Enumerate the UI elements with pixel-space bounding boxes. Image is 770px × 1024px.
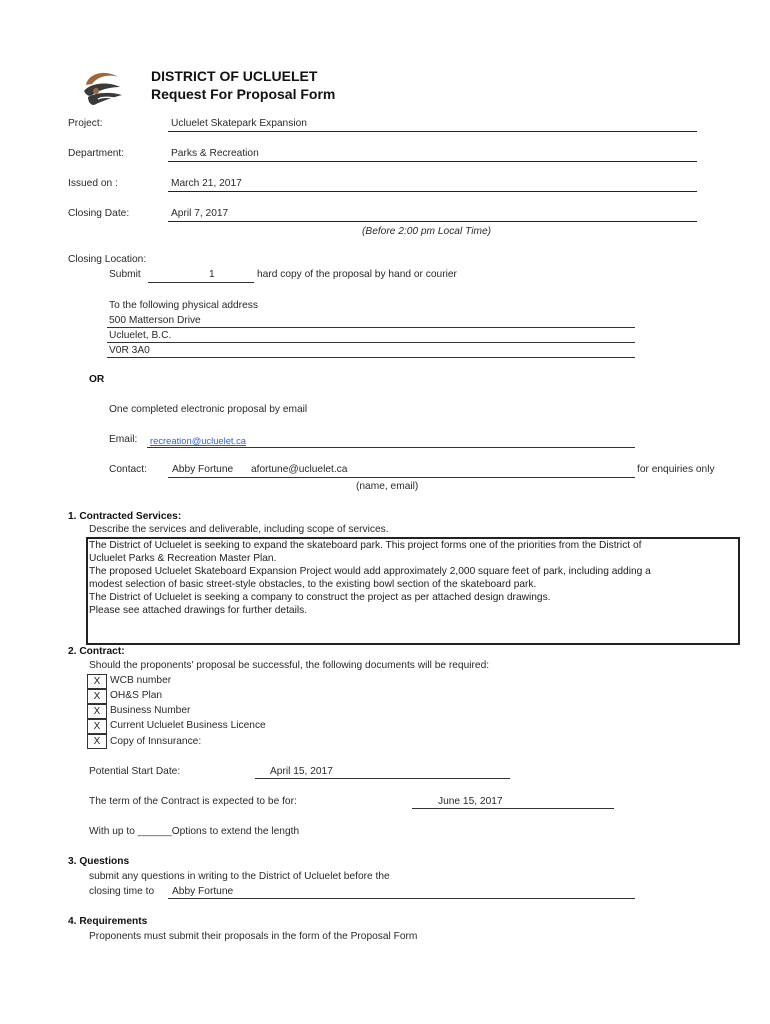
section-4-heading: 4. Requirements (68, 916, 148, 927)
issued-value[interactable]: March 21, 2017 (171, 178, 242, 189)
section-3-line-1: submit any questions in writing to the District of Ucluelet before the (89, 871, 390, 882)
section-2-heading: 2. Contract: (68, 646, 125, 657)
services-line: The District of Ucluelet is seeking to expand the skateboard park. This project forms one of the priorities from the District of (89, 540, 642, 551)
closing-time-note: (Before 2:00 pm Local Time) (362, 226, 492, 237)
address-underline-2 (107, 342, 635, 343)
contact-name[interactable]: Abby Fortune (172, 464, 234, 475)
section-3-heading: 3. Questions (68, 856, 130, 867)
term-underline (412, 808, 614, 809)
services-line: modest selection of basic street-style obstacles, to the existing bowl section of the skateboard park. (89, 579, 537, 590)
copies-value[interactable]: 1 (209, 269, 215, 280)
electronic-note: One completed electronic proposal by email (109, 404, 308, 415)
project-label: Project: (68, 118, 103, 129)
closing-date-label: Closing Date: (68, 208, 130, 219)
department-value[interactable]: Parks & Recreation (171, 148, 259, 159)
section-1-heading: 1. Contracted Services: (68, 511, 182, 522)
closing-location-label: Closing Location: (68, 254, 147, 265)
checkbox-label-business-licence: Current Ucluelet Business Licence (110, 720, 266, 731)
submit-suffix: hard copy of the proposal by hand or courier (257, 269, 457, 280)
checkbox-business-number[interactable]: X (87, 704, 107, 719)
or-divider: OR (89, 374, 105, 385)
section-4-line-1: Proponents must submit their proposals in the form of the Proposal Form (89, 931, 418, 942)
checkbox-insurance[interactable]: X (87, 734, 107, 749)
questions-contact-value[interactable]: Abby Fortune (172, 886, 234, 897)
contact-underline (168, 477, 635, 478)
closing-date-underline (168, 221, 697, 222)
contact-label: Contact: (109, 464, 147, 475)
services-line: Please see attached drawings for further details. (89, 605, 308, 616)
checkbox-label-business-number: Business Number (110, 705, 191, 716)
email-underline (147, 447, 635, 448)
contact-hint: (name, email) (356, 481, 419, 492)
options-text: With up to ______Options to extend the length (89, 826, 300, 837)
checkbox-business-licence[interactable]: X (87, 719, 107, 734)
contact-email[interactable]: afortune@ucluelet.ca (251, 464, 348, 475)
issued-label: Issued on : (68, 178, 118, 189)
services-line: Ucluelet Parks & Recreation Master Plan. (89, 553, 277, 564)
address-underline-3 (107, 357, 635, 358)
submit-prefix: Submit (109, 269, 141, 280)
department-label: Department: (68, 148, 125, 159)
section-1-intro: Describe the services and deliverable, including scope of services. (89, 524, 389, 535)
org-name: DISTRICT OF UCLUELET (151, 68, 318, 84)
form-title: Request For Proposal Form (151, 86, 336, 102)
project-underline (168, 131, 697, 132)
start-date-value[interactable]: April 15, 2017 (270, 766, 333, 777)
services-line: The proposed Ucluelet Skateboard Expansion Project would add approximately 2,000 square feet of park, including adding a (89, 566, 651, 577)
start-date-label: Potential Start Date: (89, 766, 181, 777)
services-line: The District of Ucluelet is seeking a company to construct the project as per attached design drawings. (89, 592, 551, 603)
section-2-intro: Should the proponents' proposal be successful, the following documents will be required: (89, 660, 490, 671)
department-underline (168, 161, 697, 162)
email-label: Email: (109, 434, 138, 445)
start-date-underline (255, 778, 510, 779)
address-intro: To the following physical address (109, 300, 258, 311)
copies-underline (148, 282, 254, 283)
address-line-1[interactable]: 500 Matterson Drive (109, 315, 201, 326)
email-link[interactable]: recreation@ucluelet.ca (150, 435, 247, 446)
checkbox-label-insurance: Copy of Innsurance: (110, 736, 202, 747)
section-3-line-2-prefix: closing time to (89, 886, 155, 897)
checkbox-label-ohs: OH&S Plan (110, 690, 163, 701)
checkbox-wcb[interactable]: X (87, 674, 107, 689)
address-line-2[interactable]: Ucluelet, B.C. (109, 330, 172, 341)
contact-suffix: for enquiries only (637, 464, 715, 475)
checkbox-label-wcb: WCB number (110, 675, 172, 686)
district-logo (80, 67, 126, 107)
closing-date-value[interactable]: April 7, 2017 (171, 208, 229, 219)
issued-underline (168, 191, 697, 192)
term-label: The term of the Contract is expected to be for: (89, 796, 297, 807)
term-value[interactable]: June 15, 2017 (438, 796, 503, 807)
questions-contact-underline (168, 898, 635, 899)
logo-icon (80, 67, 126, 107)
services-description-box[interactable] (86, 537, 740, 645)
address-underline-1 (107, 327, 635, 328)
address-line-3[interactable]: V0R 3A0 (109, 345, 150, 356)
project-value[interactable]: Ucluelet Skatepark Expansion (171, 118, 307, 129)
checkbox-ohs[interactable]: X (87, 689, 107, 704)
